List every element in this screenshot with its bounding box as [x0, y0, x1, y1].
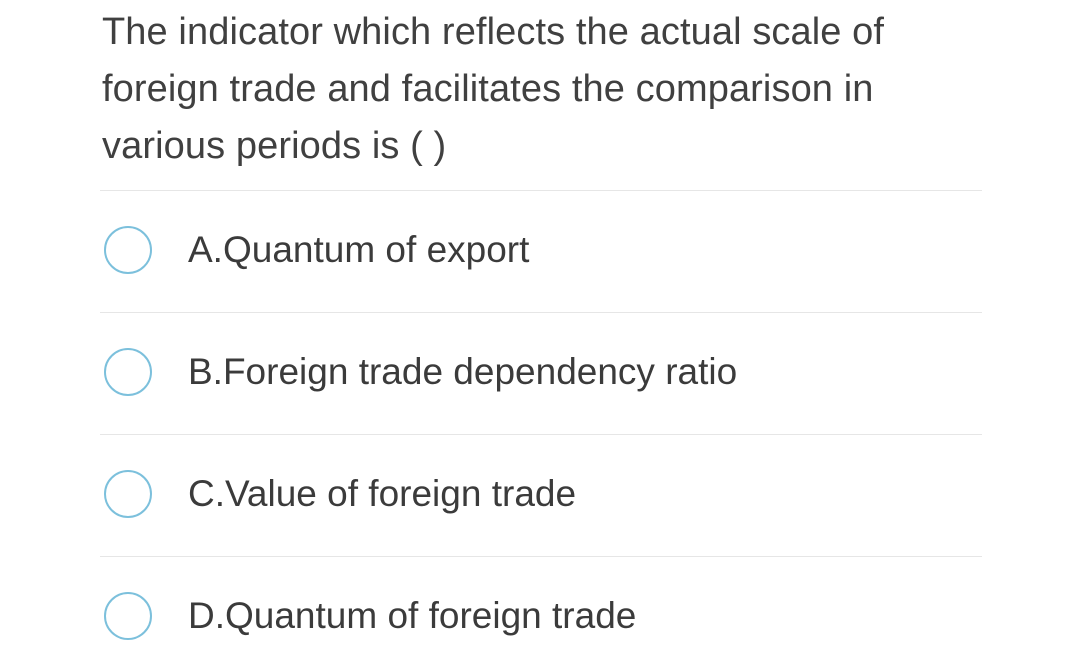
option-c-label: C.Value of foreign trade: [188, 473, 577, 514]
divider: [100, 434, 982, 435]
option-c[interactable]: [100, 444, 982, 544]
option-a-label: A.Quantum of export: [188, 229, 530, 270]
divider: [100, 556, 982, 557]
option-d-label: D.Quantum of foreign trade: [188, 595, 637, 636]
option-d[interactable]: [100, 566, 982, 666]
option-b-label: B.Foreign trade dependency ratio: [188, 351, 738, 392]
radio-button-icon[interactable]: [104, 226, 152, 274]
radio-button-icon[interactable]: [104, 348, 152, 396]
radio-button-icon[interactable]: [104, 470, 152, 518]
divider: [100, 190, 982, 191]
option-a[interactable]: [100, 200, 982, 300]
question-text: The indicator which reflects the actual scale of foreign trade and facilitates the comparison in various periods is ( ): [102, 11, 885, 167]
divider: [100, 312, 982, 313]
option-b[interactable]: [100, 322, 982, 422]
radio-button-icon[interactable]: [104, 592, 152, 640]
